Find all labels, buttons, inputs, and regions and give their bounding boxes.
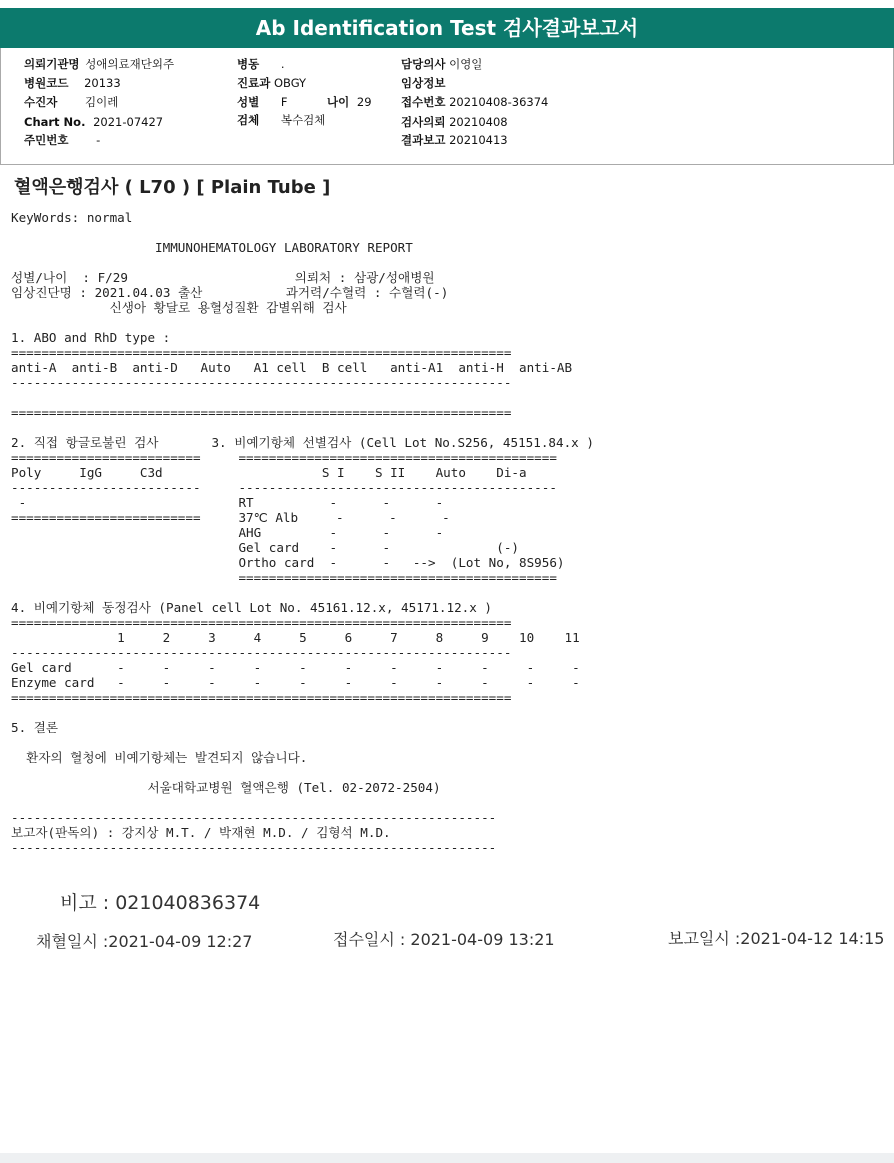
report-line: 보고자(판독의) : 강지상 M.T. / 박재현 M.D. / 김형석 M.D. [11,825,391,840]
label-age: 나이 [327,95,350,109]
report-line: Enzyme card - - - - - - - - - - - [11,675,580,690]
report-line: ---------------------------------------------------------------- [11,840,497,855]
reported-datetime: 보고일시 :2021-04-12 14:15 [668,929,885,948]
report-line: Gel card - - - - - - - - - - - [11,660,580,675]
report-line: IMMUNOHEMATOLOGY LABORATORY REPORT [11,240,413,255]
info-row3-age [327,96,372,109]
label-resident-no: 주민번호 [24,133,69,147]
report-line: ---------------------------------------------------------------- [11,810,497,825]
info-row2-col1 [24,77,121,90]
report-line: 4. 비예기항체 동정검사 (Panel cell Lot No. 45161.12.x, 45171.12.x ) [11,600,493,615]
report-line: 1 2 3 4 5 6 7 8 9 10 11 [11,630,580,645]
value-physician: 이영일 [449,57,483,71]
value-accession-no: 20210408-36374 [449,95,549,109]
value-department: OBGY [273,76,307,90]
report-body [11,210,594,855]
report-line: Ortho card - - --> (Lot No, 8S956) [11,555,565,570]
report-line: 환자의 혈청에 비예기항체는 발견되지 않습니다. [11,750,308,765]
info-row3-col3 [401,96,548,109]
label-patient: 수진자 [24,95,58,109]
label-sex: 성별 [237,95,260,109]
report-line: 1. ABO and RhD type : [11,330,171,345]
report-line: AHG - - - [11,525,444,540]
info-row1-col2 [237,58,285,71]
report-line: - RT - - - [11,495,444,510]
report-line: 5. 결론 [11,720,59,735]
report-line: ------------------------- ------------------------------------------ [11,480,557,495]
label-specimen: 검체 [237,113,260,127]
info-row3-col2 [237,96,288,109]
value-hospital-code: 20133 [84,76,121,90]
label-chart-no: Chart No. [24,115,86,129]
info-row3-col1 [24,96,118,109]
value-requesting-institution: 성애의료재단외주 [85,57,175,71]
report-line: Gel card - - (-) [11,540,519,555]
label-clinical-info: 임상정보 [401,76,446,90]
collection-datetime: 채혈일시 :2021-04-09 12:27 [36,932,253,951]
report-line: ========================================== [11,570,557,585]
info-row1-col1 [24,58,174,71]
info-row5-col1 [24,134,100,147]
section-title: 혈액은행검사 ( L70 ) [ Plain Tube ] [14,177,331,198]
report-line: ------------------------------------------------------------------ [11,375,512,390]
info-row2-col3 [401,77,445,90]
value-chart-no: 2021-07427 [93,115,164,129]
report-line: ========================= ========================================== [11,450,557,465]
report-line: 임상진단명 : 2021.04.03 출산 과거력/수혈력 : 수혈력(-) [11,285,449,300]
info-row2-col2 [237,77,306,90]
bottom-strip [0,1153,894,1163]
report-line: ------------------------------------------------------------------ [11,645,512,660]
value-sex: F [280,95,288,109]
report-line: anti-A anti-B anti-D Auto A1 cell B cell anti-A1 anti-H anti-AB [11,360,573,375]
report-line: KeyWords: normal [11,210,133,225]
report-line: ================================================================== [11,615,512,630]
value-test-requested: 20210408 [449,115,508,129]
report-line: ========================= 37℃ Alb - - - [11,510,450,525]
remark: 비고 : 021040836374 [60,892,261,914]
report-line: ================================================================== [11,345,512,360]
label-test-requested: 검사의뢰 [401,115,446,129]
label-requesting-institution: 의뢰기관명 [24,57,80,71]
info-row1-col3 [401,58,482,71]
label-physician: 담당의사 [401,57,446,71]
label-result-reported: 결과보고 [401,133,446,147]
value-ward: . [280,57,285,71]
report-line: ================================================================== [11,405,512,420]
info-row5-col3 [401,134,508,147]
info-row4-col2 [237,114,325,127]
report-line: 신생아 황달로 용혈성질환 감별위해 검사 [11,300,347,315]
info-row4-col1 [24,116,163,129]
report-line: ================================================================== [11,690,512,705]
frame-bottom-line [0,164,894,165]
value-result-reported: 20210413 [449,133,508,147]
info-row4-col3 [401,116,508,129]
label-hospital-code: 병원코드 [24,76,69,90]
report-title: Ab Identification Test 검사결과보고서 [255,16,639,40]
frame-left-line [0,48,1,165]
label-accession-no: 접수번호 [401,95,446,109]
report-title-bar [0,8,894,48]
report-line: 서울대학교병원 혈액은행 (Tel. 02-2072-2504) [11,780,441,795]
report-line: Poly IgG C3d S I S II Auto Di-a [11,465,527,480]
value-resident-no: - [96,133,101,147]
report-line: 2. 직접 항글로불린 검사 3. 비예기항체 선별검사 (Cell Lot No.S256, 45151.84.x ) [11,435,594,450]
label-department: 진료과 [237,76,271,90]
report-line: 성별/나이 : F/29 의뢰처 : 삼광/성애병원 [11,270,435,285]
value-age: 29 [356,95,372,109]
label-ward: 병동 [237,57,260,71]
value-specimen: 복수검체 [280,113,326,127]
value-patient: 김이레 [84,95,119,109]
received-datetime: 접수일시 : 2021-04-09 13:21 [333,930,555,949]
